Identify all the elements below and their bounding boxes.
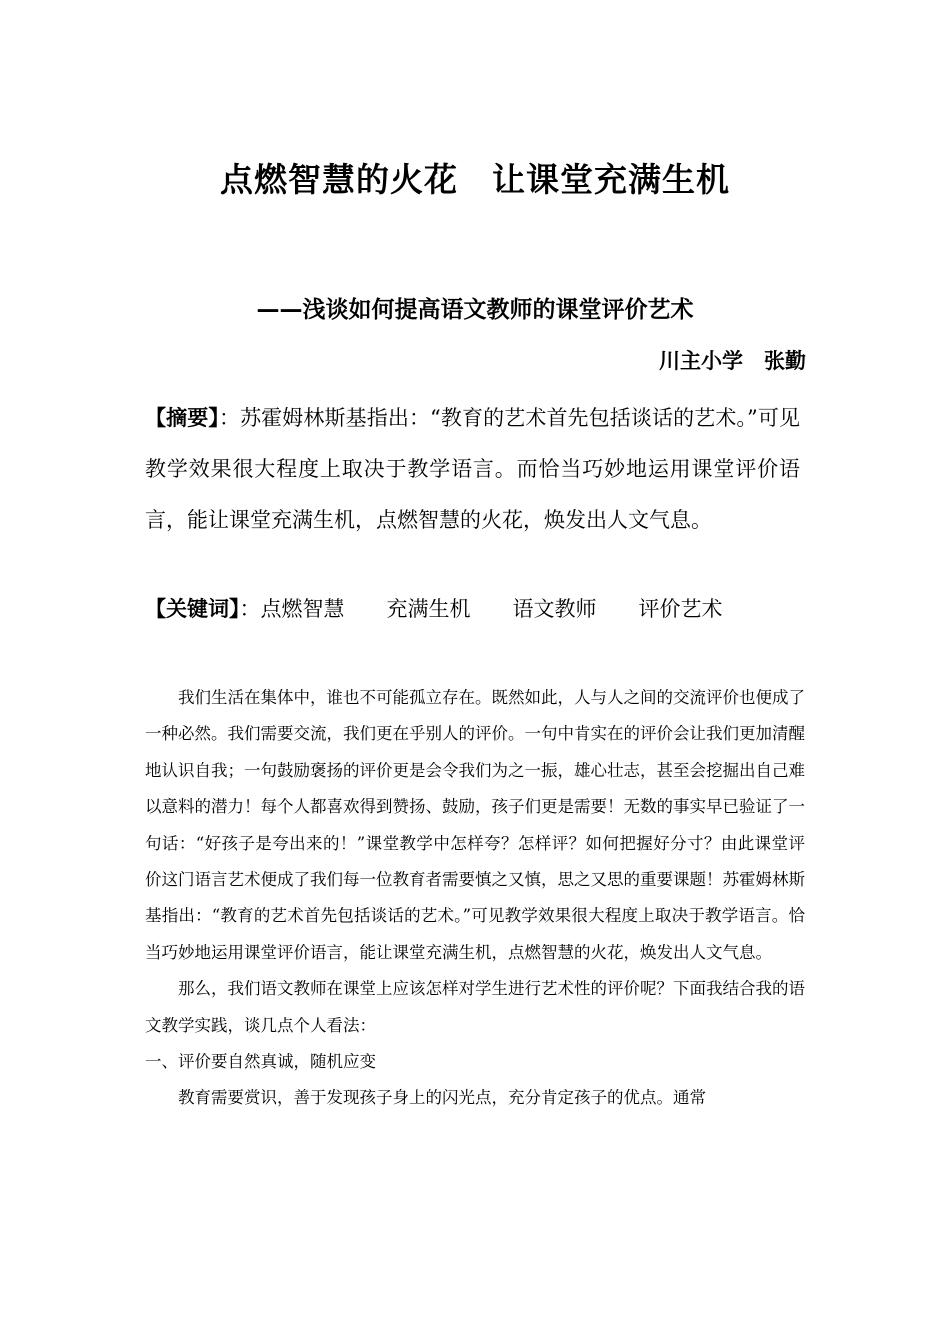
- body-text: [145, 680, 805, 1117]
- section-heading: 一、评价要自然真诚，随机应变: [145, 1052, 376, 1072]
- keywords-label: 【关键词】: [145, 597, 240, 621]
- abstract: [145, 393, 800, 546]
- keywords: [145, 589, 805, 629]
- document-title: 点燃智慧的火花 让课堂充满生机: [220, 160, 730, 199]
- body-paragraph: 我们生活在集体中，谁也不可能孤立存在。既然如此，人与人之间的交流评价也便成了一种必然。我们需要交流，我们更在乎别人的评价。一句中肯实在的评价会让我们更加清醒地认识自我；一句鼓励褒扬的评价更是会令我们为之一振，雄心壮志，甚至会挖掘出自己难以意料的潜力！每个人都喜欢得到赞扬、鼓励，孩子们更是需要！无数的事实早已验证了一句话：“好孩子是夸出来的！”课堂教学中怎样夸？怎样评？如何把握好分寸？由此课堂评价这门语言艺术便成了我们每一位教育者需要慎之又慎，思之又思的重要课题！苏霍姆林斯基指出：“教育的艺术首先包括谈话的艺术。”可见教学效果很大程度上取决于教学语言。恰当巧妙地运用课堂评价语言，能让课堂充满生机，点燃智慧的火花，焕发出人文气息。: [145, 688, 805, 962]
- keyword-item: 充满生机: [386, 597, 471, 621]
- abstract-label: 【摘要】: [145, 406, 219, 430]
- abstract-text: ：苏霍姆林斯基指出：“教育的艺术首先包括谈话的艺术。”可见教学效果很大程度上取决于教学语言。而恰当巧妙地运用课堂评价语言，能让课堂充满生机，点燃智慧的火花，焕发出人文气息。: [145, 406, 800, 532]
- keyword-item: 评价艺术: [638, 597, 723, 621]
- body-paragraph: 教育需要赏识，善于发现孩子身上的闪光点，充分肯定孩子的优点。通常: [178, 1088, 706, 1108]
- keyword-item: 点燃智慧: [260, 597, 345, 621]
- body-paragraph: 那么，我们语文教师在课堂上应该怎样对学生进行艺术性的评价呢？下面我结合我的语文教学实践，谈几点个人看法：: [145, 979, 805, 1035]
- author-line: 川主小学 张勤: [659, 349, 806, 373]
- document-subtitle: ——浅谈如何提高语文教师的课堂评价艺术: [256, 297, 694, 323]
- keyword-item: 语文教师: [512, 597, 597, 621]
- keywords-separator: ：: [239, 597, 261, 621]
